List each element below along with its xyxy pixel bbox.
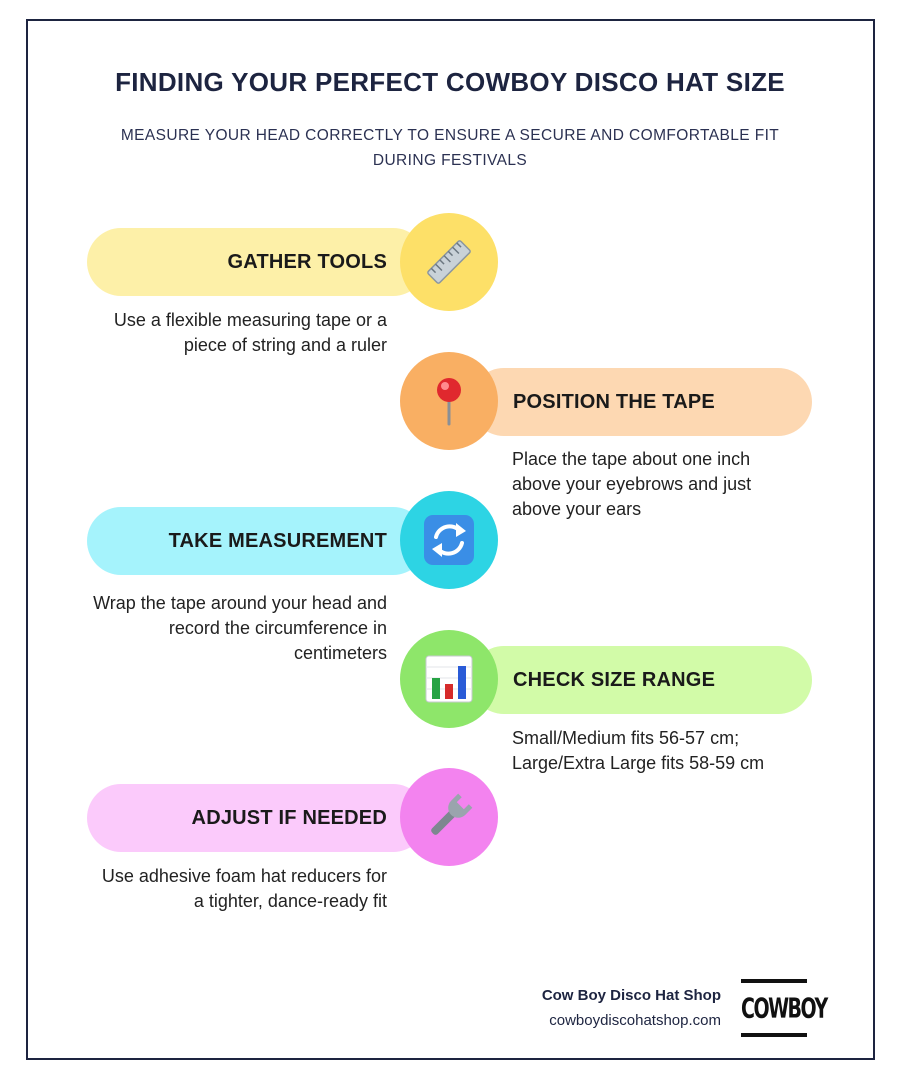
step-3-description: Wrap the tape around your head and record the circumference in centimeters — [93, 593, 387, 663]
cowboy-logo — [741, 979, 827, 1037]
step-3-circle — [400, 491, 498, 589]
step-2-label: POSITION THE TAPE — [513, 390, 715, 413]
step-2-pill — [470, 368, 812, 436]
logo-text: COWBOY — [741, 993, 827, 1025]
pushpin-icon — [422, 374, 476, 428]
ruler-icon — [422, 235, 476, 289]
step-5-description: Use adhesive foam hat reducers for a tighter, dance-ready fit — [101, 866, 387, 911]
step-1-description: Use a flexible measuring tape or a piece of string and a ruler — [113, 310, 387, 355]
shop-name: Cow Boy Disco Hat Shop — [541, 987, 721, 1004]
step-1-circle — [400, 213, 498, 311]
step-5-circle — [400, 768, 498, 866]
step-3-pill — [87, 507, 427, 575]
step-2-circle — [400, 352, 498, 450]
page-subtitle: MEASURE YOUR HEAD CORRECTLY TO ENSURE A SECURE AND COMFORTABLE FIT DURING FESTIVALS — [120, 127, 780, 169]
step-4-circle — [400, 630, 498, 728]
step-1-pill — [87, 228, 427, 296]
step-4-label: CHECK SIZE RANGE — [513, 668, 716, 691]
shop-url[interactable]: cowboydiscohatshop.com — [549, 1012, 721, 1029]
step-5-pill — [87, 784, 427, 852]
step-2-description: Place the tape about one inch above your eyebrows and just above your ears — [512, 449, 752, 519]
logo-bottom-bar — [741, 1033, 807, 1037]
step-4-pill — [470, 646, 812, 714]
step-3-label: TAKE MEASUREMENT — [168, 529, 387, 552]
logo-top-bar — [741, 979, 807, 983]
step-1-label: GATHER TOOLS — [227, 250, 387, 273]
step-5-label: ADJUST IF NEEDED — [191, 806, 387, 829]
wrench-icon — [422, 790, 476, 844]
bar-chart-icon — [422, 652, 476, 706]
refresh-icon — [422, 513, 476, 567]
page-title: FINDING YOUR PERFECT COWBOY DISCO HAT SIZE — [115, 67, 785, 97]
step-4-description: Small/Medium fits 56-57 cm; Large/Extra Large fits 58-59 cm — [512, 728, 765, 773]
